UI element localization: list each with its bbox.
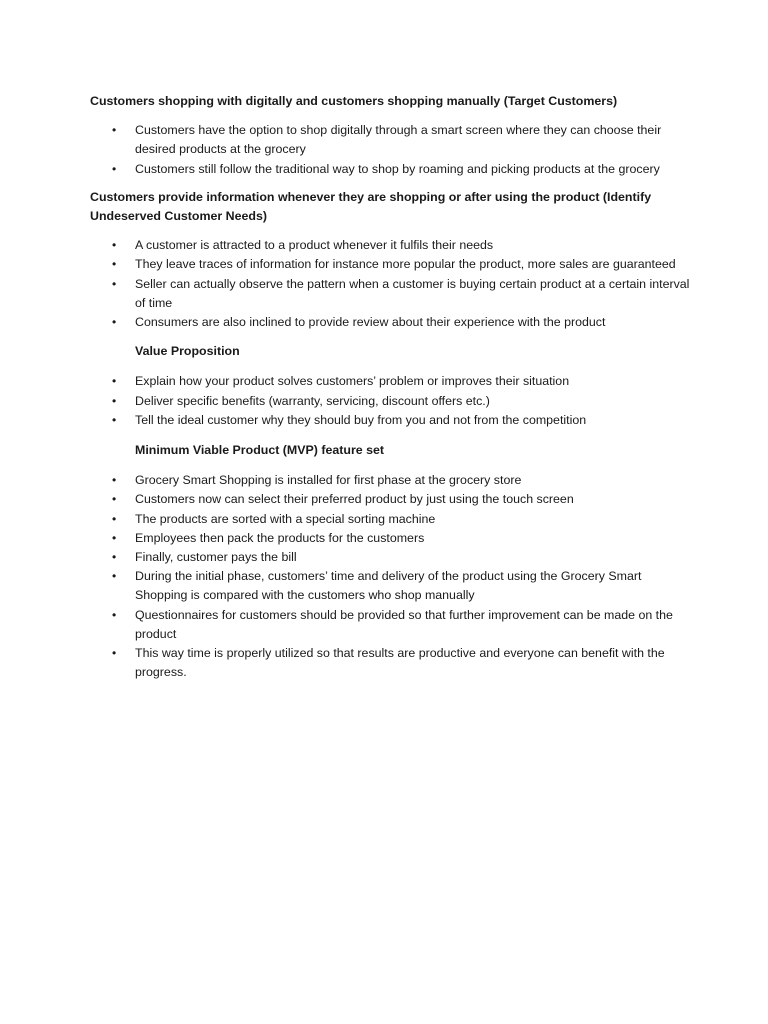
list-item: • Employees then pack the products for the customers	[90, 529, 690, 548]
bullet-icon: •	[112, 238, 117, 253]
bullet-icon: •	[112, 473, 117, 488]
list-item: • Customers have the option to shop digitally through a smart screen where they can choose their desired products at the grocery	[112, 123, 662, 157]
bullet-icon: •	[112, 161, 117, 176]
bullet-icon: •	[112, 393, 117, 408]
bullet-list-value-proposition	[90, 372, 690, 430]
bullet-icon: •	[112, 646, 117, 661]
list-item: • Customers still follow the traditional way to shop by roaming and picking products at the grocery	[90, 160, 690, 179]
list-item: • A customer is attracted to a product whenever it fulfils their needs	[90, 236, 690, 255]
bullet-icon: •	[112, 257, 117, 272]
bullet-icon: •	[112, 569, 117, 584]
list-item: • Customers now can select their preferred product by just using the touch screen	[90, 490, 690, 509]
bullet-icon: •	[112, 530, 117, 545]
list-item: • Questionnaires for customers should be provided so that further improvement can be made on the product	[112, 607, 673, 641]
list-item: • This way time is properly utilized so that results are productive and everyone can benefit with the progress.	[112, 646, 665, 680]
bullet-icon: •	[112, 412, 117, 427]
list-item: • Consumers are also inclined to provide review about their experience with the product	[90, 313, 690, 332]
list-item: • Explain how your product solves customers’ problem or improves their situation	[90, 372, 690, 391]
bullet-icon: •	[112, 492, 117, 507]
document-body	[90, 92, 690, 682]
section-heading-mvp-feature-set: Minimum Viable Product (MVP) feature set	[135, 443, 385, 458]
bullet-list-mvp-feature-set	[90, 471, 690, 682]
bullet-icon: •	[112, 374, 117, 389]
section-heading-value-proposition: Value Proposition	[135, 344, 240, 359]
list-item: • The products are sorted with a special sorting machine	[90, 510, 690, 529]
bullet-icon: •	[112, 276, 117, 291]
list-item: • Tell the ideal customer why they should buy from you and not from the competition	[90, 411, 690, 430]
list-item: • Finally, customer pays the bill	[90, 548, 690, 567]
list-item: • During the initial phase, customers’ time and delivery of the product using the Grocery Smart Shopping is compared with the customers who shop manually	[112, 569, 642, 603]
bullet-icon: •	[112, 123, 117, 138]
list-item: • Seller can actually observe the pattern when a customer is buying certain product at a certain interval of time	[112, 276, 690, 310]
bullet-list-target-customers	[90, 121, 690, 179]
section-heading-customer-needs: Customers provide information whenever they are shopping or after using the product (Identify Undeserved Customer Needs)	[90, 189, 652, 224]
bullet-icon: •	[112, 315, 117, 330]
bullet-list-customer-needs	[90, 236, 690, 332]
bullet-icon: •	[112, 607, 117, 622]
bullet-icon: •	[112, 550, 117, 565]
list-item: • They leave traces of information for instance more popular the product, more sales are guaranteed	[90, 255, 690, 274]
list-item: • Deliver specific benefits (warranty, servicing, discount offers etc.)	[90, 392, 690, 411]
list-item: • Grocery Smart Shopping is installed for first phase at the grocery store	[90, 471, 690, 490]
section-heading-target-customers: Customers shopping with digitally and customers shopping manually (Target Customers)	[90, 94, 618, 108]
bullet-icon: •	[112, 511, 117, 526]
